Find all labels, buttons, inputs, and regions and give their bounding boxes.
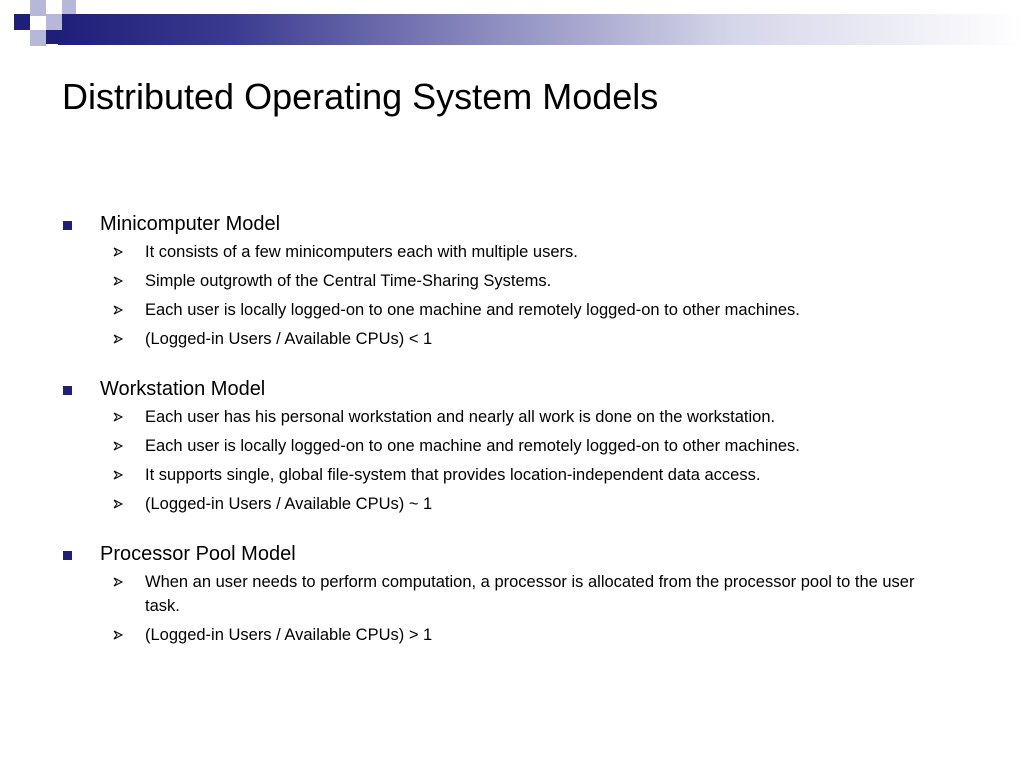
arrowhead-bullet-icon (112, 327, 124, 351)
decor-square-icon (30, 0, 46, 16)
arrowhead-bullet-icon (112, 492, 124, 516)
arrowhead-bullet-icon (112, 405, 124, 429)
arrowhead-bullet-icon (112, 570, 124, 594)
sub-bullet (62, 405, 962, 429)
section-processor-pool-model (62, 540, 962, 647)
sub-bullet (62, 623, 962, 647)
sub-bullet-text: It consists of a few minicomputers each with multiple users. (145, 243, 578, 261)
sub-bullet (62, 492, 962, 516)
bullet-heading-text: Workstation Model (100, 378, 266, 400)
arrowhead-bullet-icon (112, 269, 124, 293)
sub-bullet-text: Each user is locally logged-on to one machine and remotely logged-on to other machines. (145, 301, 800, 319)
sub-bullet-list (62, 405, 962, 516)
sub-bullet (62, 434, 962, 458)
square-bullet-icon (63, 386, 72, 395)
section-workstation-model (62, 375, 962, 516)
square-bullet-icon (63, 221, 72, 230)
arrowhead-bullet-icon (112, 623, 124, 647)
decor-square-icon (46, 30, 60, 44)
bullet-heading-text: Minicomputer Model (100, 213, 281, 235)
sub-bullet (62, 463, 962, 487)
header-gradient-banner (58, 14, 1024, 45)
sub-bullet-list (62, 570, 962, 647)
sub-bullet-text: Each user is locally logged-on to one machine and remotely logged-on to other machines. (145, 437, 800, 455)
bullet-heading-text: Processor Pool Model (100, 543, 296, 565)
bullet-heading (62, 210, 962, 238)
sub-bullet-text: Each user has his personal workstation and nearly all work is done on the workstation. (145, 408, 776, 426)
bullet-heading (62, 540, 962, 568)
sub-bullet (62, 570, 962, 618)
sub-bullet (62, 298, 962, 322)
arrowhead-bullet-icon (112, 434, 124, 458)
slide-body (62, 210, 962, 671)
bullet-heading (62, 375, 962, 403)
decor-square-icon (62, 0, 76, 14)
sub-bullet-text: (Logged-in Users / Available CPUs) > 1 (145, 626, 433, 644)
sub-bullet-text: It supports single, global file-system that provides location-independent data access. (145, 466, 761, 484)
sub-bullet-text: (Logged-in Users / Available CPUs) ~ 1 (145, 495, 433, 513)
decor-square-icon (14, 14, 30, 30)
arrowhead-bullet-icon (112, 298, 124, 322)
decor-square-icon (30, 30, 46, 46)
arrowhead-bullet-icon (112, 240, 124, 264)
sub-bullet-text: (Logged-in Users / Available CPUs) < 1 (145, 330, 433, 348)
slide-title: Distributed Operating System Models (62, 76, 659, 117)
sub-bullet (62, 240, 962, 264)
square-bullet-icon (63, 551, 72, 560)
decor-square-icon (46, 14, 62, 30)
sub-bullet (62, 269, 962, 293)
arrowhead-bullet-icon (112, 463, 124, 487)
sub-bullet-text: Simple outgrowth of the Central Time-Sharing Systems. (145, 272, 552, 290)
section-minicomputer-model (62, 210, 962, 351)
sub-bullet-text: When an user needs to perform computation, a processor is allocated from the processor pool to the user task. (145, 573, 915, 615)
sub-bullet-list (62, 240, 962, 351)
sub-bullet (62, 327, 962, 351)
